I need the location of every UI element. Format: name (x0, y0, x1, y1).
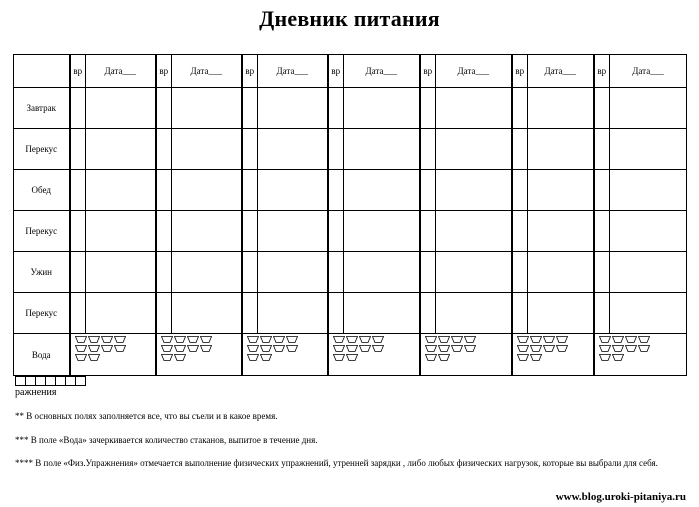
water-glass-icon[interactable] (438, 345, 450, 352)
time-cell[interactable] (328, 211, 344, 252)
time-cell[interactable] (156, 129, 172, 170)
time-cell[interactable] (156, 88, 172, 129)
time-cell[interactable] (70, 88, 86, 129)
time-cell[interactable] (594, 252, 610, 293)
water-glass-icon[interactable] (372, 336, 384, 343)
water-glass-icon[interactable] (346, 336, 358, 343)
time-cell[interactable] (420, 88, 436, 129)
water-glass-icon[interactable] (174, 354, 186, 361)
water-cups-cell[interactable] (594, 334, 687, 376)
food-cell[interactable] (528, 129, 594, 170)
water-glass-icon[interactable] (187, 345, 199, 352)
meal-row (14, 293, 687, 334)
water-glass-icon[interactable] (346, 345, 358, 352)
water-glass-icon[interactable] (75, 354, 87, 361)
food-cell[interactable] (610, 88, 687, 129)
water-glass-icon[interactable] (88, 354, 100, 361)
row-label: Ужин (14, 252, 70, 293)
time-cell[interactable] (420, 129, 436, 170)
meal-row (14, 252, 687, 293)
date-header[interactable]: Дата___ (528, 55, 594, 88)
food-cell[interactable] (172, 211, 242, 252)
time-cell[interactable] (420, 252, 436, 293)
food-cell[interactable] (610, 170, 687, 211)
water-glass-icon[interactable] (438, 336, 450, 343)
food-diary-table (13, 54, 687, 376)
row-label: Вода (14, 334, 70, 376)
food-cell[interactable] (258, 170, 328, 211)
water-glass-icon[interactable] (88, 345, 100, 352)
exercise-checkboxes[interactable] (15, 376, 85, 386)
water-glass-icon[interactable] (625, 345, 637, 352)
food-cell[interactable] (344, 170, 420, 211)
water-glass-icon[interactable] (425, 336, 437, 343)
water-glass-icon[interactable] (625, 336, 637, 343)
date-header[interactable]: Дата___ (344, 55, 420, 88)
water-glass-icon[interactable] (260, 345, 272, 352)
time-cell[interactable] (420, 170, 436, 211)
water-glass-icon[interactable] (517, 345, 529, 352)
time-cell[interactable] (420, 293, 436, 334)
water-glass-icon[interactable] (200, 345, 212, 352)
water-glass-icon[interactable] (333, 336, 345, 343)
time-cell[interactable] (512, 252, 528, 293)
date-header[interactable]: Дата___ (172, 55, 242, 88)
water-glass-icon[interactable] (438, 354, 450, 361)
water-glass-icon[interactable] (247, 354, 259, 361)
time-cell[interactable] (156, 293, 172, 334)
time-cell[interactable] (328, 252, 344, 293)
row-label: Перекус (14, 211, 70, 252)
food-cell[interactable] (344, 129, 420, 170)
water-glass-icon[interactable] (247, 336, 259, 343)
food-cell[interactable] (86, 211, 156, 252)
meal-row (14, 88, 687, 129)
water-glass-icon[interactable] (530, 336, 542, 343)
meal-row (14, 129, 687, 170)
row-label: Перекус (14, 293, 70, 334)
time-cell[interactable] (156, 170, 172, 211)
water-glass-icon[interactable] (161, 354, 173, 361)
time-cell[interactable] (594, 88, 610, 129)
food-cell[interactable] (258, 252, 328, 293)
water-glass-icon[interactable] (346, 354, 358, 361)
meal-row (14, 211, 687, 252)
time-cell[interactable] (70, 129, 86, 170)
time-cell[interactable] (512, 170, 528, 211)
water-glass-icon[interactable] (612, 336, 624, 343)
food-cell[interactable] (86, 170, 156, 211)
water-glass-icon[interactable] (556, 345, 568, 352)
food-cell[interactable] (86, 129, 156, 170)
water-glass-icon[interactable] (543, 336, 555, 343)
time-cell[interactable] (328, 170, 344, 211)
water-glass-icon[interactable] (333, 354, 345, 361)
time-cell[interactable] (594, 129, 610, 170)
note-main-fields: ** В основных полях заполняется все, что вы съели и в какое время. (15, 411, 278, 421)
water-glass-icon[interactable] (464, 336, 476, 343)
food-cell[interactable] (528, 252, 594, 293)
water-cups-cell[interactable] (156, 334, 242, 376)
time-cell[interactable] (156, 211, 172, 252)
water-glass-icon[interactable] (333, 345, 345, 352)
water-glass-icon[interactable] (599, 345, 611, 352)
water-glass-icon[interactable] (359, 336, 371, 343)
food-cell[interactable] (436, 170, 512, 211)
water-glass-icon[interactable] (599, 336, 611, 343)
food-cell[interactable] (172, 293, 242, 334)
water-glass-icon[interactable] (599, 354, 611, 361)
time-header: вр (70, 55, 86, 88)
meal-row (14, 170, 687, 211)
website-url: www.blog.uroki-pitaniya.ru (555, 491, 686, 503)
water-glass-icon[interactable] (247, 345, 259, 352)
time-cell[interactable] (242, 211, 258, 252)
time-cell[interactable] (242, 170, 258, 211)
food-cell[interactable] (610, 293, 687, 334)
time-cell[interactable] (512, 293, 528, 334)
time-cell[interactable] (70, 252, 86, 293)
water-glass-icon[interactable] (273, 345, 285, 352)
water-cups-cell[interactable] (70, 334, 156, 376)
water-row (14, 334, 687, 376)
food-cell[interactable] (258, 129, 328, 170)
water-glass-icon[interactable] (200, 336, 212, 343)
time-cell[interactable] (242, 129, 258, 170)
time-cell[interactable] (328, 293, 344, 334)
time-cell[interactable] (242, 252, 258, 293)
row-label: Завтрак (14, 88, 70, 129)
time-header: вр (594, 55, 610, 88)
food-cell[interactable] (172, 170, 242, 211)
food-cell[interactable] (528, 211, 594, 252)
time-header: вр (156, 55, 172, 88)
food-cell[interactable] (86, 252, 156, 293)
food-cell[interactable] (344, 293, 420, 334)
food-cell[interactable] (528, 170, 594, 211)
time-cell[interactable] (328, 88, 344, 129)
date-header[interactable]: Дата___ (258, 55, 328, 88)
note-exercise: **** В поле «Физ.Упражнения» отмечается выполнение физических упражнений, утренней зарядки , либо любых физических нагрузок, которые вы выбрали для себя. (15, 458, 658, 468)
water-glass-icon[interactable] (187, 336, 199, 343)
time-cell[interactable] (594, 293, 610, 334)
water-glass-icon[interactable] (114, 336, 126, 343)
exercise-box[interactable] (75, 376, 86, 386)
water-cups-cell[interactable] (420, 334, 512, 376)
water-glass-icon[interactable] (543, 345, 555, 352)
time-cell[interactable] (594, 170, 610, 211)
water-glass-icon[interactable] (530, 345, 542, 352)
page-title: Дневник питания (259, 6, 440, 31)
food-cell[interactable] (436, 129, 512, 170)
water-glass-icon[interactable] (425, 345, 437, 352)
water-glass-icon[interactable] (101, 345, 113, 352)
note-water: *** В поле «Вода» зачеркивается количество стаканов, выпитое в течение дня. (15, 435, 318, 445)
food-cell[interactable] (258, 88, 328, 129)
water-glass-icon[interactable] (451, 336, 463, 343)
row-label: Обед (14, 170, 70, 211)
time-cell[interactable] (512, 88, 528, 129)
water-glass-icon[interactable] (612, 345, 624, 352)
water-glass-icon[interactable] (286, 336, 298, 343)
water-glass-icon[interactable] (517, 336, 529, 343)
water-glass-icon[interactable] (517, 354, 529, 361)
food-cell[interactable] (436, 88, 512, 129)
food-cell[interactable] (610, 252, 687, 293)
food-cell[interactable] (528, 88, 594, 129)
water-glass-icon[interactable] (638, 336, 650, 343)
water-glass-icon[interactable] (425, 354, 437, 361)
time-cell[interactable] (512, 211, 528, 252)
time-cell[interactable] (242, 88, 258, 129)
water-glass-icon[interactable] (464, 345, 476, 352)
water-glass-icon[interactable] (372, 345, 384, 352)
food-cell[interactable] (610, 129, 687, 170)
time-cell[interactable] (70, 170, 86, 211)
food-cell[interactable] (436, 293, 512, 334)
time-cell[interactable] (328, 129, 344, 170)
time-header: вр (328, 55, 344, 88)
food-cell[interactable] (172, 88, 242, 129)
exercise-label: ражнения (15, 387, 57, 398)
water-glass-icon[interactable] (260, 336, 272, 343)
food-cell[interactable] (436, 211, 512, 252)
corner-cell (14, 55, 70, 88)
food-cell[interactable] (86, 88, 156, 129)
food-cell[interactable] (172, 129, 242, 170)
water-glass-icon[interactable] (161, 336, 173, 343)
date-header[interactable]: Дата___ (610, 55, 687, 88)
water-glass-icon[interactable] (174, 336, 186, 343)
food-cell[interactable] (528, 293, 594, 334)
water-glass-icon[interactable] (359, 345, 371, 352)
date-header[interactable]: Дата___ (86, 55, 156, 88)
time-cell[interactable] (242, 293, 258, 334)
time-header: вр (512, 55, 528, 88)
water-glass-icon[interactable] (75, 345, 87, 352)
water-glass-icon[interactable] (612, 354, 624, 361)
food-cell[interactable] (86, 293, 156, 334)
time-header: вр (420, 55, 436, 88)
water-glass-icon[interactable] (273, 336, 285, 343)
date-header[interactable]: Дата___ (436, 55, 512, 88)
water-glass-icon[interactable] (530, 354, 542, 361)
time-cell[interactable] (70, 293, 86, 334)
water-cups-cell[interactable] (328, 334, 420, 376)
food-cell[interactable] (258, 211, 328, 252)
water-glass-icon[interactable] (161, 345, 173, 352)
water-glass-icon[interactable] (638, 345, 650, 352)
food-cell[interactable] (258, 293, 328, 334)
food-cell[interactable] (344, 211, 420, 252)
time-cell[interactable] (594, 211, 610, 252)
food-cell[interactable] (610, 211, 687, 252)
water-glass-icon[interactable] (88, 336, 100, 343)
food-cell[interactable] (436, 252, 512, 293)
food-cell[interactable] (344, 88, 420, 129)
food-cell[interactable] (344, 252, 420, 293)
water-glass-icon[interactable] (174, 345, 186, 352)
time-cell[interactable] (512, 129, 528, 170)
water-glass-icon[interactable] (75, 336, 87, 343)
time-cell[interactable] (156, 252, 172, 293)
water-glass-icon[interactable] (101, 336, 113, 343)
row-label: Перекус (14, 129, 70, 170)
water-cups-cell[interactable] (242, 334, 328, 376)
water-glass-icon[interactable] (114, 345, 126, 352)
water-glass-icon[interactable] (286, 345, 298, 352)
water-glass-icon[interactable] (260, 354, 272, 361)
time-cell[interactable] (70, 211, 86, 252)
water-cups-cell[interactable] (512, 334, 594, 376)
food-cell[interactable] (172, 252, 242, 293)
time-cell[interactable] (420, 211, 436, 252)
water-glass-icon[interactable] (556, 336, 568, 343)
time-header: вр (242, 55, 258, 88)
water-glass-icon[interactable] (451, 345, 463, 352)
